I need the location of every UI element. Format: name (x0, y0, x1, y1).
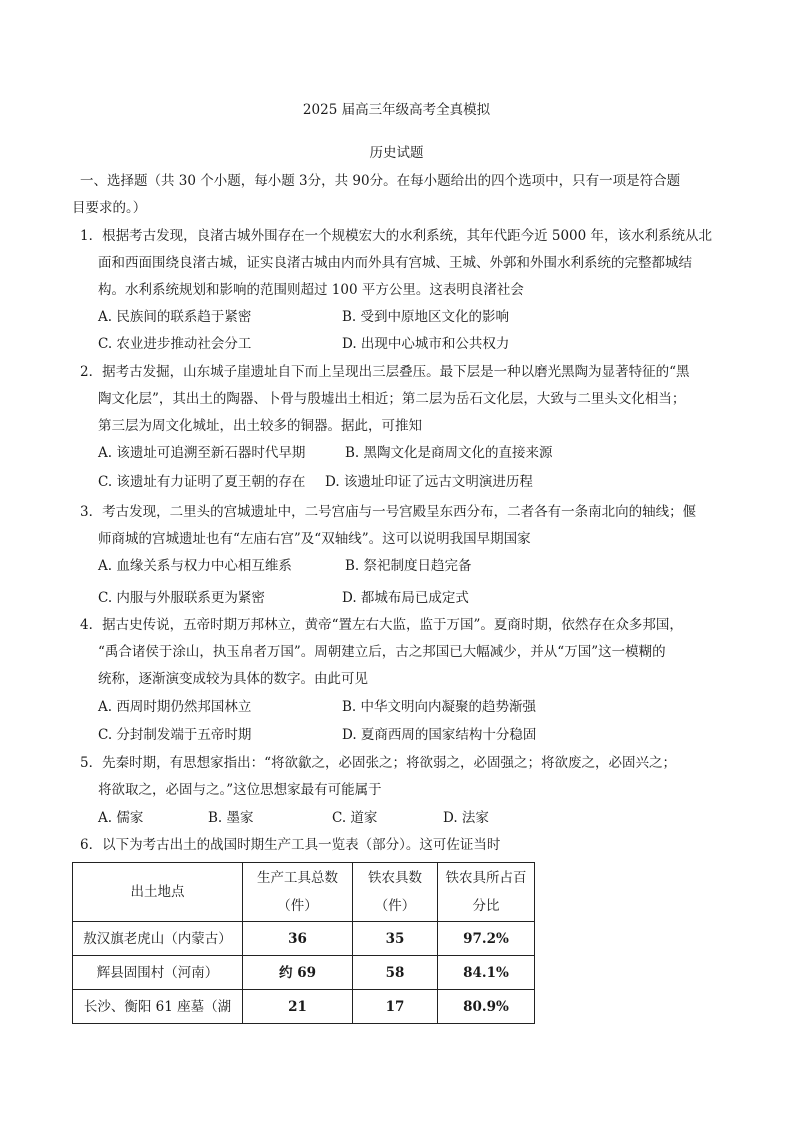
table-cell-percent: 80.9% (438, 990, 535, 1024)
question-3-option-c[interactable]: C. 内服与外服联系更为紧密 (98, 590, 265, 606)
question-1-line-2: 面和西面围绕良渚古城，证实良渚古城由内而外具有宫城、王城、外郭和外围水利系统的完整都城结 (98, 255, 692, 271)
question-1-line-3: 构。水利系统规划和影响的范围则超过 100 平方公里。这表明良渚社会 (98, 282, 524, 298)
table-header-cell: 出土地点 (73, 863, 243, 922)
table-cell-location: 长沙、衡阳 61 座墓（湖 (73, 990, 243, 1024)
question-4-line-1: 4．据古史传说，五帝时期万邦林立，黄帝“置左右大监，监于万国”。夏商时期，依然存在众多邦国， (80, 617, 683, 633)
question-6-line-1: 6．以下为考古出土的战国时期生产工具一览表（部分）。这可佐证当时 (80, 837, 501, 853)
table-header-row (73, 863, 535, 922)
table-cell-iron: 58 (353, 956, 438, 990)
question-5-option-a[interactable]: A. 儒家 (98, 810, 144, 826)
question-5-option-d[interactable]: D. 法家 (443, 810, 489, 826)
table-cell-total: 约 69 (243, 956, 353, 990)
question-2-line-1: 2．据考古发掘，山东城子崖遗址自下而上呈现出三层叠压。最下层是一种以磨光黑陶为显著特征的“黑 (80, 364, 690, 380)
question-1-option-a[interactable]: A. 民族间的联系趋于紧密 (98, 309, 252, 325)
table-header-cell: 铁农具数（件） (353, 863, 438, 922)
table-cell-location: 敖汉旗老虎山（内蒙古） (73, 922, 243, 956)
section-instruction-line-2: 目要求的。） (72, 200, 147, 216)
question-4-line-3: 统称，逐渐演变成较为具体的数字。由此可见 (98, 671, 368, 687)
question-4-line-2: “禹合诸侯于涂山，执玉帛者万国”。周朝建立后，古之邦国已大幅减少，并从“万国”这一模糊的 (98, 644, 666, 660)
table-cell-location: 辉县固围村（河南） (73, 956, 243, 990)
table-row (73, 956, 535, 990)
question-2-line-2: 陶文化层”，其出土的陶器、卜骨与殷墟出土相近；第二层为岳石文化层，大致与二里头文化相当； (98, 391, 686, 407)
question-2-option-d[interactable]: D. 该遗址印证了远古文明演进历程 (325, 474, 533, 490)
table-cell-total: 21 (243, 990, 353, 1024)
table-row (73, 990, 535, 1024)
subject-title: 历史试题 (369, 145, 424, 161)
question-4-option-b[interactable]: B. 中华文明向内凝聚的趋势渐强 (342, 699, 537, 715)
question-2-option-b[interactable]: B. 黑陶文化是商周文化的直接来源 (345, 445, 553, 461)
question-1-option-b[interactable]: B. 受到中原地区文化的影响 (342, 309, 510, 325)
question-3-option-b[interactable]: B. 祭祀制度日趋完备 (345, 558, 472, 574)
question-3-line-2: 师商城的宫城遗址也有“左庙右宫”及“双轴线”。这可以说明我国早期国家 (98, 531, 531, 547)
table-cell-iron: 35 (353, 922, 438, 956)
question-4-option-a[interactable]: A. 西周时期仍然邦国林立 (98, 699, 252, 715)
table-cell-percent: 84.1% (438, 956, 535, 990)
question-3-option-a[interactable]: A. 血缘关系与权力中心相互维系 (98, 558, 292, 574)
question-3-line-1: 3．考古发现，二里头的宫城遗址中，二号宫庙与一号宫殿呈东西分布，二者各有一条南北向的轴线；偃 (80, 504, 697, 520)
question-1-option-c[interactable]: C. 农业进步推动社会分工 (98, 336, 252, 352)
question-4-option-c[interactable]: C. 分封制发端于五帝时期 (98, 727, 252, 743)
exam-title: 2025 届高三年级高考全真模拟 (302, 102, 491, 118)
question-2-option-a[interactable]: A. 该遗址可追溯至新石器时代早期 (98, 445, 306, 461)
table-header-cell: 铁农具所占百分比 (438, 863, 535, 922)
question-3-option-d[interactable]: D. 都城布局已成定式 (342, 590, 469, 606)
table-cell-percent: 97.2% (438, 922, 535, 956)
question-2-option-c[interactable]: C. 该遗址有力证明了夏王朝的存在 (98, 474, 306, 490)
question-1-option-d[interactable]: D. 出现中心城市和公共权力 (342, 336, 510, 352)
section-instruction-line-1: 一、选择题（共 30 个小题，每小题 3分，共 90分。在每小题给出的四个选项中，只有一项是符合题 (80, 173, 681, 189)
question-5-option-c[interactable]: C. 道家 (332, 810, 378, 826)
tools-table (72, 862, 535, 1024)
question-5-option-b[interactable]: B. 墨家 (208, 810, 254, 826)
table-header-cell: 生产工具总数（件） (243, 863, 353, 922)
table-row (73, 922, 535, 956)
table-cell-iron: 17 (353, 990, 438, 1024)
question-1-line-1: 1．根据考古发现，良渚古城外围存在一个规模宏大的水利系统，其年代距今近 5000 年，该水利系统从北 (80, 228, 713, 244)
question-2-line-3: 第三层为周文化城址，出土较多的铜器。据此，可推知 (98, 418, 422, 434)
question-5-line-1: 5．先秦时期，有思想家指出：“将欲歙之，必固张之；将欲弱之，必固强之；将欲废之，必固兴之； (80, 755, 676, 771)
table-cell-total: 36 (243, 922, 353, 956)
question-5-line-2: 将欲取之，必固与之。”这位思想家最有可能属于 (98, 782, 382, 798)
question-4-option-d[interactable]: D. 夏商西周的国家结构十分稳固 (342, 727, 537, 743)
